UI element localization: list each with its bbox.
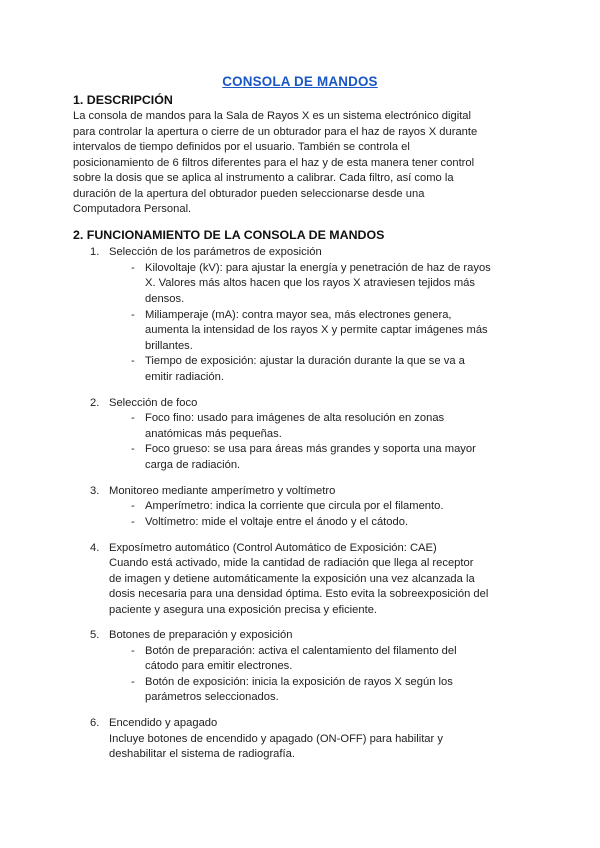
bullet-line: carga de radiación. xyxy=(145,459,241,471)
bullet-line: aumenta la intensidad de los rayos X y permite captar imágenes más xyxy=(145,324,488,336)
paragraph-line: posicionamiento de 6 filtros diferentes para el haz y de esta manera tener control xyxy=(73,156,475,169)
list-number: 6. xyxy=(90,717,100,729)
list-item-title: Encendido y apagado xyxy=(109,717,218,729)
section-2-heading: 2. FUNCIONAMIENTO DE LA CONSOLA DE MANDOS xyxy=(73,228,385,242)
bullet-marker: - xyxy=(131,645,135,657)
list-number: 3. xyxy=(90,485,100,497)
paragraph-line: duración de la apertura del obturador pueden seleccionarse desde una xyxy=(73,187,425,200)
section-1-heading: 1. DESCRIPCIÓN xyxy=(73,93,173,107)
bullet-line: Botón de preparación: activa el calentamiento del filamento del xyxy=(145,645,457,657)
section-1-paragraph xyxy=(73,109,535,218)
bullet-line: anatómicas más pequeñas. xyxy=(145,428,282,440)
list-item-text: deshabilitar el sistema de radiografía. xyxy=(109,748,295,760)
list-item-text: dosis necesaria para una densidad óptima. Esto evita la sobreexposición del xyxy=(109,588,489,600)
bullet-line: Botón de exposición: inicia la exposición de rayos X según los xyxy=(145,676,453,688)
paragraph-line: intervalos de tiempo definidos por el usuario. También se controla el xyxy=(73,141,410,153)
list-number: 4. xyxy=(90,542,100,554)
page-title: CONSOLA DE MANDOS xyxy=(222,74,378,89)
bullet-line: Foco fino: usado para imágenes de alta resolución en zonas xyxy=(145,412,445,424)
bullet-line: Voltímetro: mide el voltaje entre el ánodo y el cátodo. xyxy=(145,516,409,528)
list-item-text: de imagen y detiene automáticamente la exposición una vez alcanzada la xyxy=(109,573,475,585)
bullet-line: Tiempo de exposición: ajustar la duración durante la que se va a xyxy=(145,355,465,367)
list-item-title: Monitoreo mediante amperímetro y voltímetro xyxy=(109,485,336,497)
bullet-marker: - xyxy=(131,516,135,528)
list-item-title: Selección de los parámetros de exposición xyxy=(109,246,322,258)
paragraph-line: La consola de mandos para la Sala de Rayos X es un sistema electrónico digital xyxy=(73,110,472,122)
bullet-line: brillantes. xyxy=(145,340,193,352)
list-item-title: Botones de preparación y exposición xyxy=(109,629,293,641)
bullet-line: X. Valores más altos hacen que los rayos X atraviesen tejidos más xyxy=(145,277,475,289)
paragraph-line: para controlar la apertura o cierre de un obturador para el haz de rayos X durante xyxy=(73,125,478,138)
list-number: 2. xyxy=(90,397,100,409)
bullet-marker: - xyxy=(131,676,135,688)
bullet-line: Kilovoltaje (kV): para ajustar la energía y penetración de haz de rayos xyxy=(145,262,491,274)
bullet-marker: - xyxy=(131,309,135,321)
bullet-marker: - xyxy=(131,500,135,512)
bullet-marker: - xyxy=(131,412,135,424)
list-item-title: Selección de foco xyxy=(109,397,198,409)
bullet-line: emitir radiación. xyxy=(145,371,224,383)
bullet-line: cátodo para emitir electrones. xyxy=(145,660,293,672)
list-item-text: Cuando está activado, mide la cantidad de radiación que llega al receptor xyxy=(109,557,474,569)
paragraph-line: Computadora Personal. xyxy=(73,203,192,215)
bullet-line: Miliamperaje (mA): contra mayor sea, más electrones genera, xyxy=(145,309,452,321)
paragraph-line: sobre la dosis que se aplica al instrumento a calibrar. Cada filtro, así como la xyxy=(73,172,454,184)
list-number: 5. xyxy=(90,629,100,641)
list-item-text: paciente y asegura una exposición precisa y eficiente. xyxy=(109,604,378,616)
list-item-text: Incluye botones de encendido y apagado (ON-OFF) para habilitar y xyxy=(109,733,443,745)
bullet-line: densos. xyxy=(145,293,185,305)
list-item-title: Exposímetro automático (Control Automático de Exposición: CAE) xyxy=(109,542,437,554)
list-number: 1. xyxy=(90,246,100,258)
bullet-marker: - xyxy=(131,262,135,274)
bullet-line: parámetros seleccionados. xyxy=(145,691,279,703)
bullet-line: Foco grueso: se usa para áreas más grandes y soporta una mayor xyxy=(145,443,476,455)
bullet-marker: - xyxy=(131,355,135,367)
bullet-marker: - xyxy=(131,443,135,455)
bullet-line: Amperímetro: indica la corriente que circula por el filamento. xyxy=(145,500,444,512)
